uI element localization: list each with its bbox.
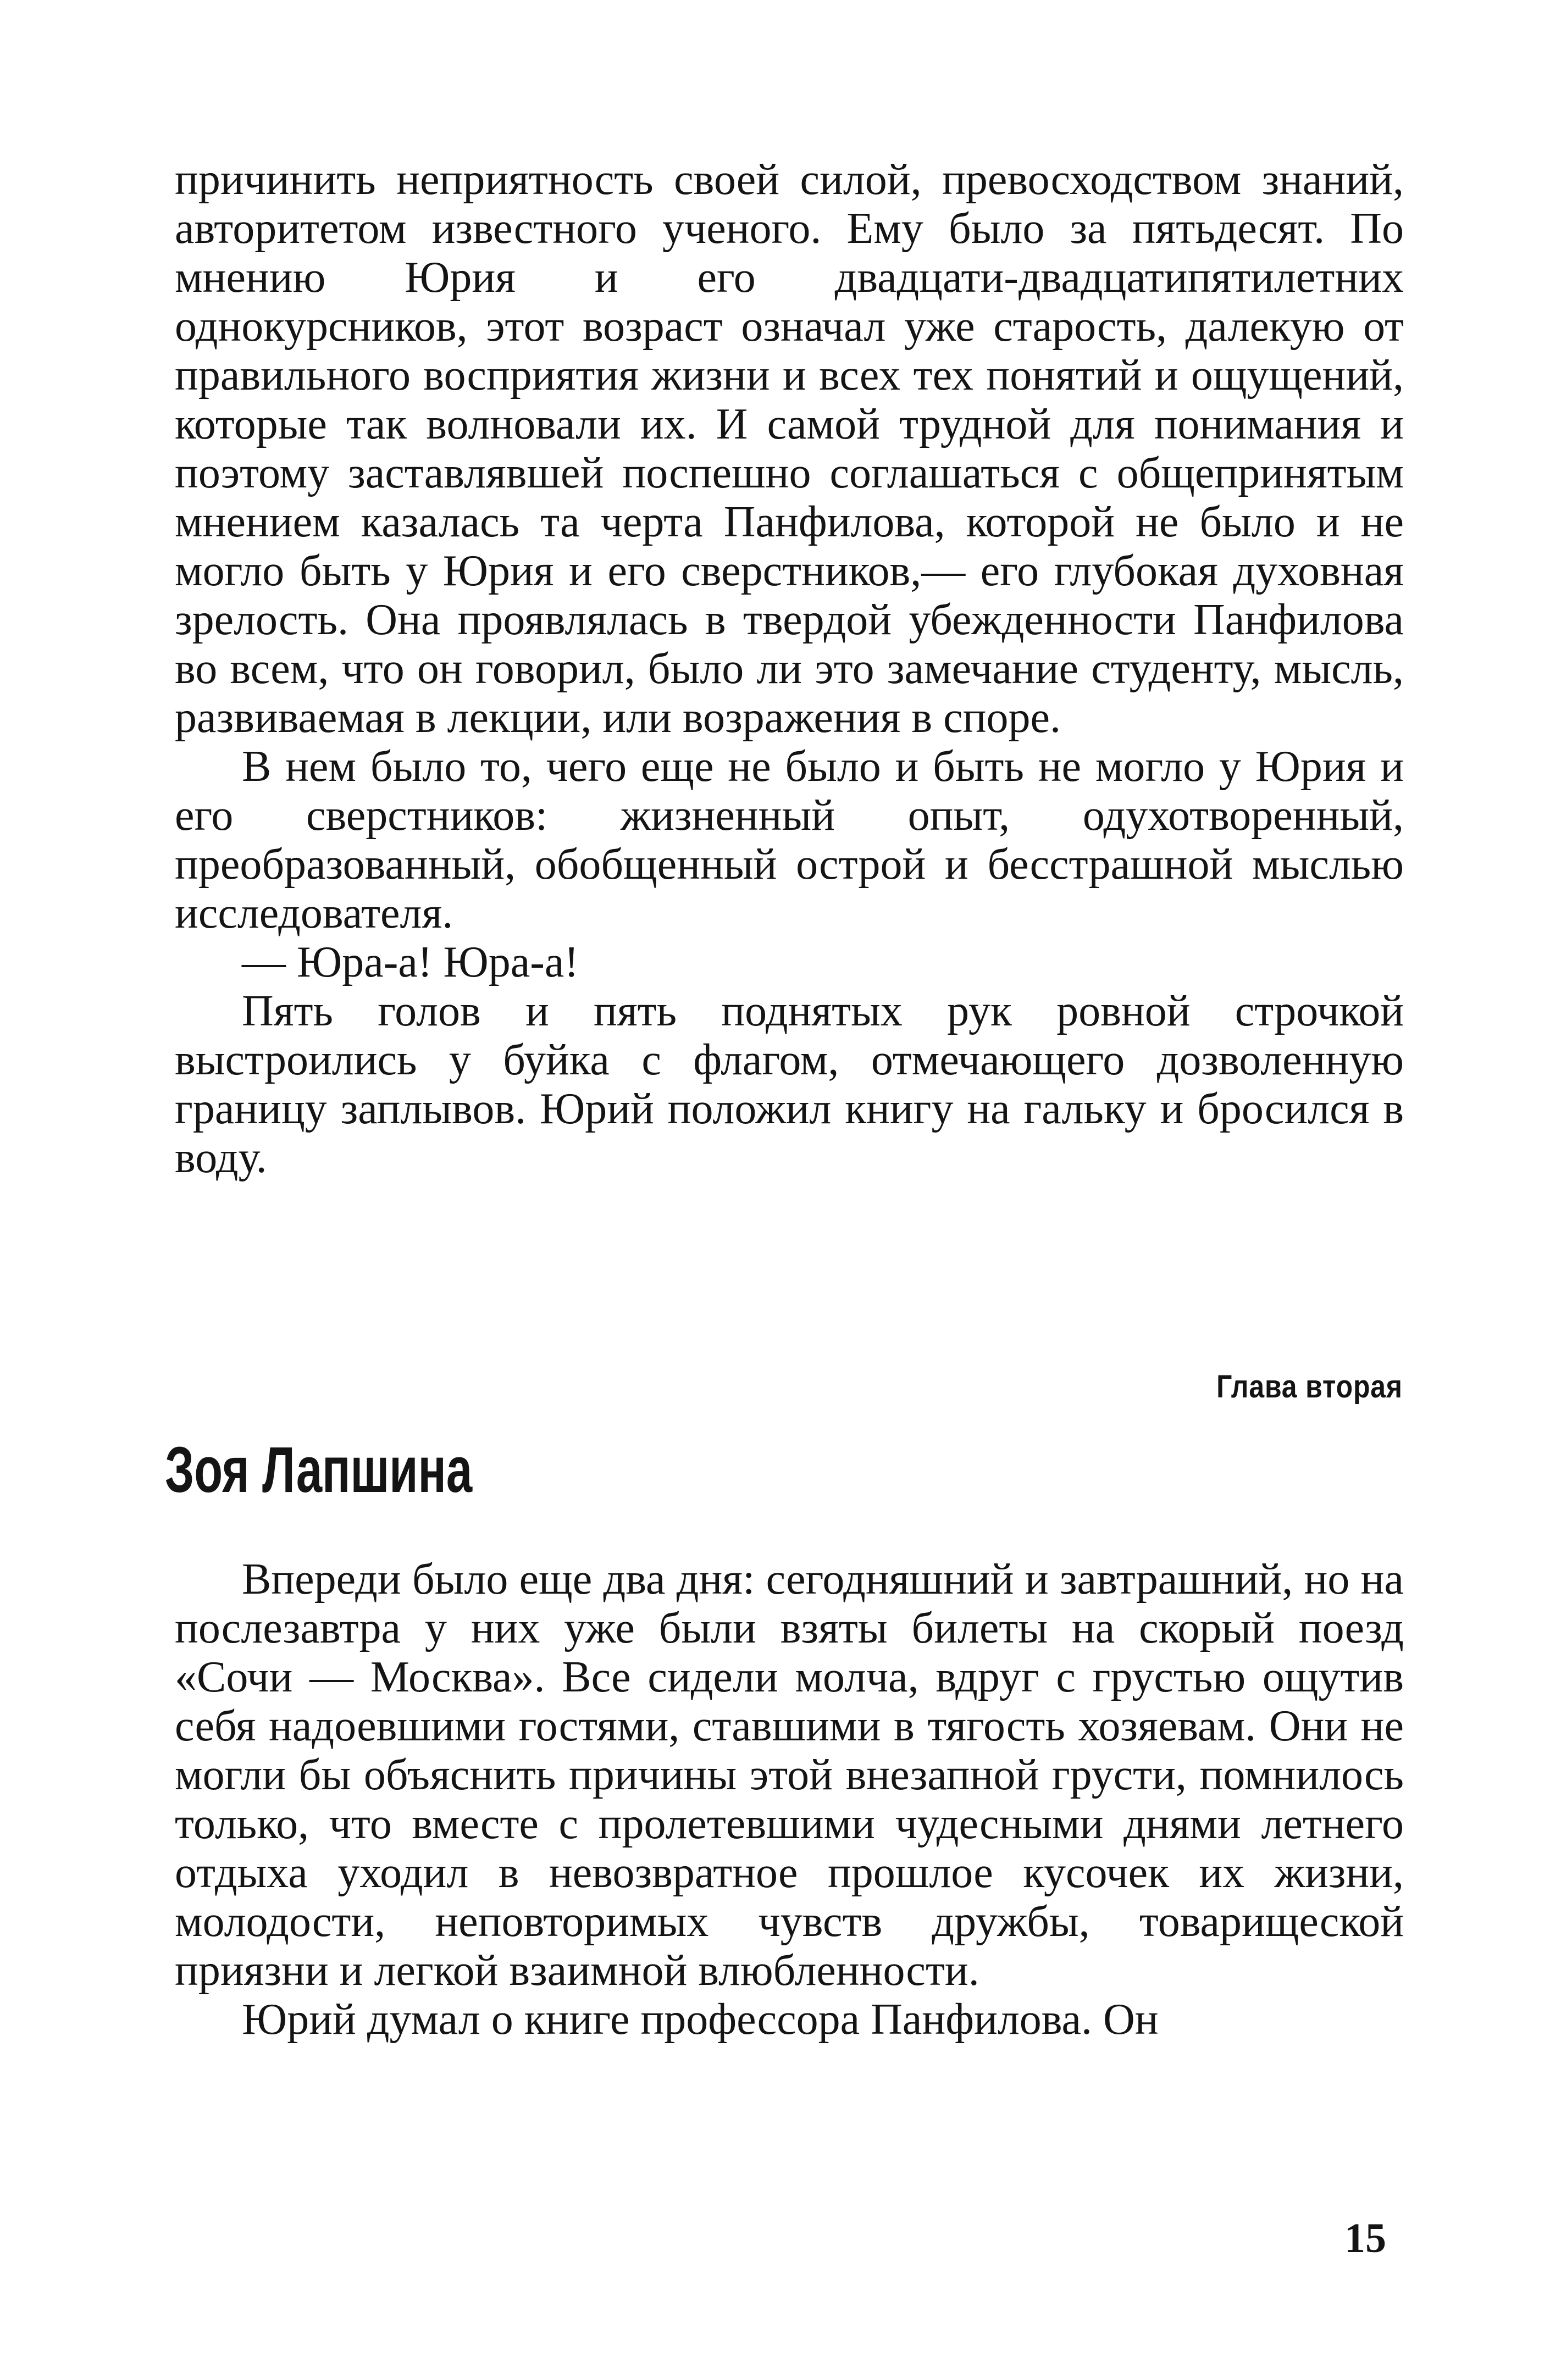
paragraph: причинить неприятность своей силой, превосходством знаний, авторитетом известного ученого. Ему было за пятьдесят. По мнению Юрия и его двадцати-двадцатипятилетних однокурсников, этот возраст означал уже старость, далекую от правильного восприятия жизни и всех тех понятий и ощущений, которые так волновали их. И самой трудной для понимания и поэтому заставлявшей поспешно соглашаться с общепринятым мнением казалась та черта Панфилова, которой не было и не могло быть у Юрия и его сверстников,— его глубокая духовная зрелость. Она проявлялась в твердой убежденности Панфилова во всем, что он говорил, было ли это замечание студенту, мысль, развиваемая в лекции, или возражения в споре. — [175, 156, 1404, 742]
chapter-title: Зоя Лапшина — [165, 1434, 473, 1506]
page-number: 15 — [1344, 2215, 1386, 2261]
dialogue-line: — Юра-а! Юра-а! — [242, 938, 579, 986]
paragraph: Впереди было еще два дня: сегодняшний и завтрашний, но на послезавтра у них уже были взяты билеты на скорый поезд «Сочи — Москва». Все сидели молча, вдруг с грустью ощутив себя надоевшими гостями, ставшими в тягость хозяевам. Они не могли бы объяснить причины этой внезапной грусти, помнилось только, что вместе с пролетевшими чудесными днями летнего отдыха уходил в невозвратное прошлое кусочек их жизни, молодости, неповторимых чувств дружбы, товарищеской приязни и легкой взаимной влюбленности. — [175, 1555, 1404, 1995]
text-block-bottom — [175, 1555, 1404, 2044]
text-block-top — [175, 156, 1404, 1183]
paragraph: В нем было то, чего еще не было и быть не могло у Юрия и его сверстников: жизненный опыт, одухотворенный, преобразованный, обобщенный острой и бесстрашной мыслью исследователя. — [175, 742, 1404, 937]
paragraph: Пять голов и пять поднятых рук ровной строчкой выстроились у буйка с флагом, отмечающего дозволенную границу заплывов. Юрий положил книгу на гальку и бросился в воду. — [175, 987, 1404, 1182]
chapter-label: Глава вторая — [1216, 1369, 1403, 1405]
paragraph: Юрий думал о книге профессора Панфилова. Он — [242, 1995, 1159, 2044]
